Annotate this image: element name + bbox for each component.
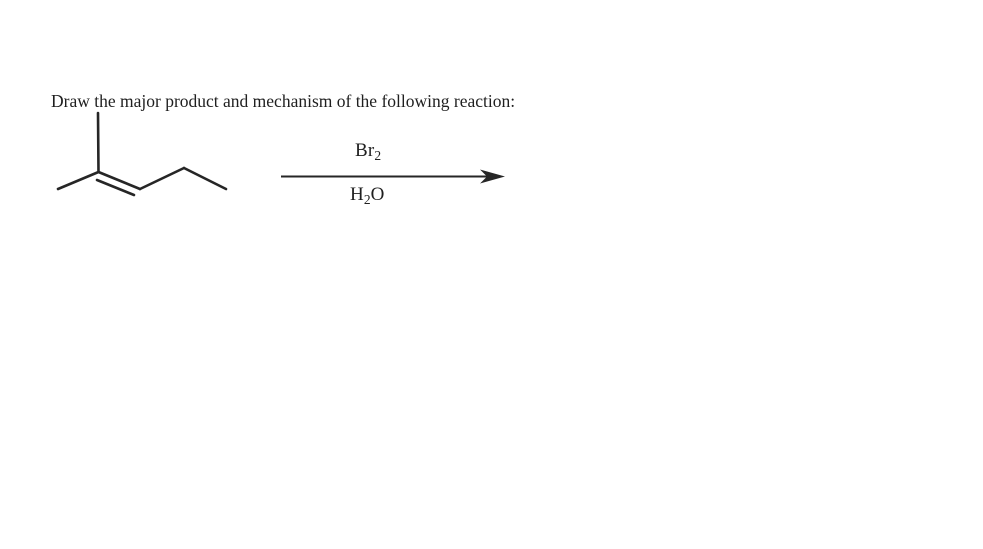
reagent-above-subscript: 2 xyxy=(374,147,382,163)
reaction-arrow-icon xyxy=(281,168,505,186)
skeletal-structure-drawing xyxy=(40,110,560,220)
reagent-below-symbol: H xyxy=(350,184,364,205)
question-prompt: Draw the major product and mechanism of the following reaction: xyxy=(51,91,516,111)
reaction-scheme xyxy=(40,110,560,220)
reagent-below-subscript: 2 xyxy=(363,191,371,207)
reagent-above-arrow xyxy=(355,140,381,164)
reagent-below-tail: O xyxy=(370,184,385,205)
reagent-above-symbol: Br xyxy=(355,140,375,161)
reagent-below-arrow xyxy=(350,184,385,208)
